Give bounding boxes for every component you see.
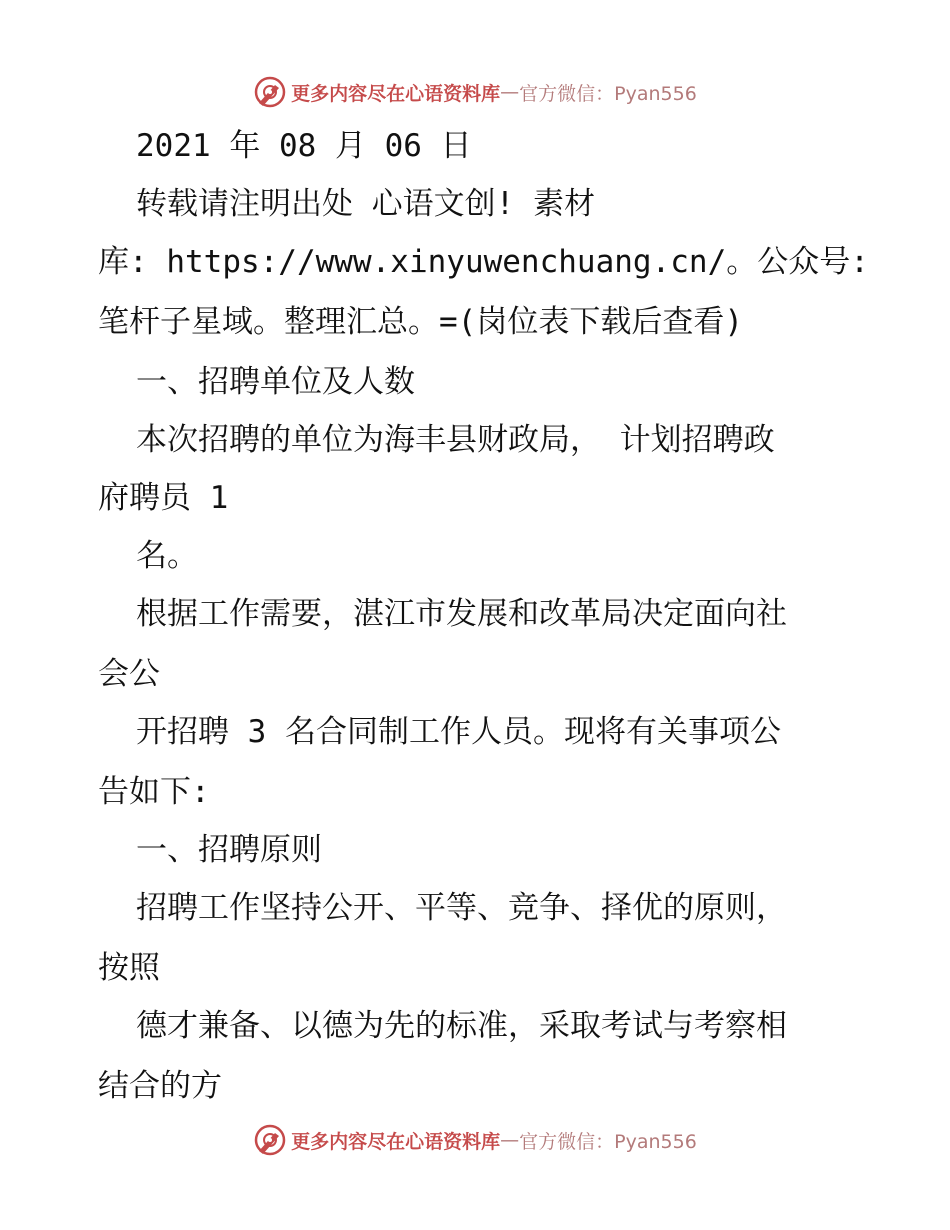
watermark-dash: — [500, 1129, 520, 1151]
text-line: 会公 [98, 656, 160, 692]
watermark-wechat-text: 官方微信：Pyan556 [519, 1130, 697, 1153]
text-line: 开招聘 3 名合同制工作人员。现将有关事项公 [136, 714, 781, 750]
text-line: 德才兼备、以德为先的标准，采取考试与考察相 [136, 1008, 787, 1044]
text-line: 笔杆子星域。整理汇总。=(岗位表下载后查看) [98, 304, 743, 340]
text-line: 结合的方 [98, 1068, 222, 1104]
text-line: 招聘工作坚持公开、平等、竞争、择优的原则， [136, 890, 787, 926]
pen-logo-icon [253, 1123, 287, 1157]
text-line: 告如下: [98, 774, 210, 810]
watermark-main-text: 更多内容尽在心语资料库 [291, 82, 501, 105]
section-heading: 一、招聘原则 [136, 832, 322, 868]
watermark-wechat-text: 官方微信：Pyan556 [519, 82, 697, 105]
header-watermark [0, 72, 950, 112]
section-heading: 一、招聘单位及人数 [136, 364, 415, 400]
pen-logo-icon [253, 75, 287, 109]
text-line: 府聘员 1 [98, 480, 229, 516]
text-line: 本次招聘的单位为海丰县财政局， 计划招聘政 [136, 422, 775, 458]
date-line: 2021 年 08 月 06 日 [136, 128, 472, 164]
watermark-main-text: 更多内容尽在心语资料库 [291, 1130, 501, 1153]
text-line: 根据工作需要，湛江市发展和改革局决定面向社 [136, 596, 787, 632]
text-line: 名。 [136, 538, 198, 574]
text-line: 转载请注明出处 心语文创! 素材 [136, 186, 595, 222]
text-line: 库: https://www.xinyuwenchuang.cn/。公众号: [98, 244, 869, 280]
footer-watermark [0, 1120, 950, 1160]
text-line: 按照 [98, 950, 160, 986]
watermark-dash: — [500, 81, 520, 103]
